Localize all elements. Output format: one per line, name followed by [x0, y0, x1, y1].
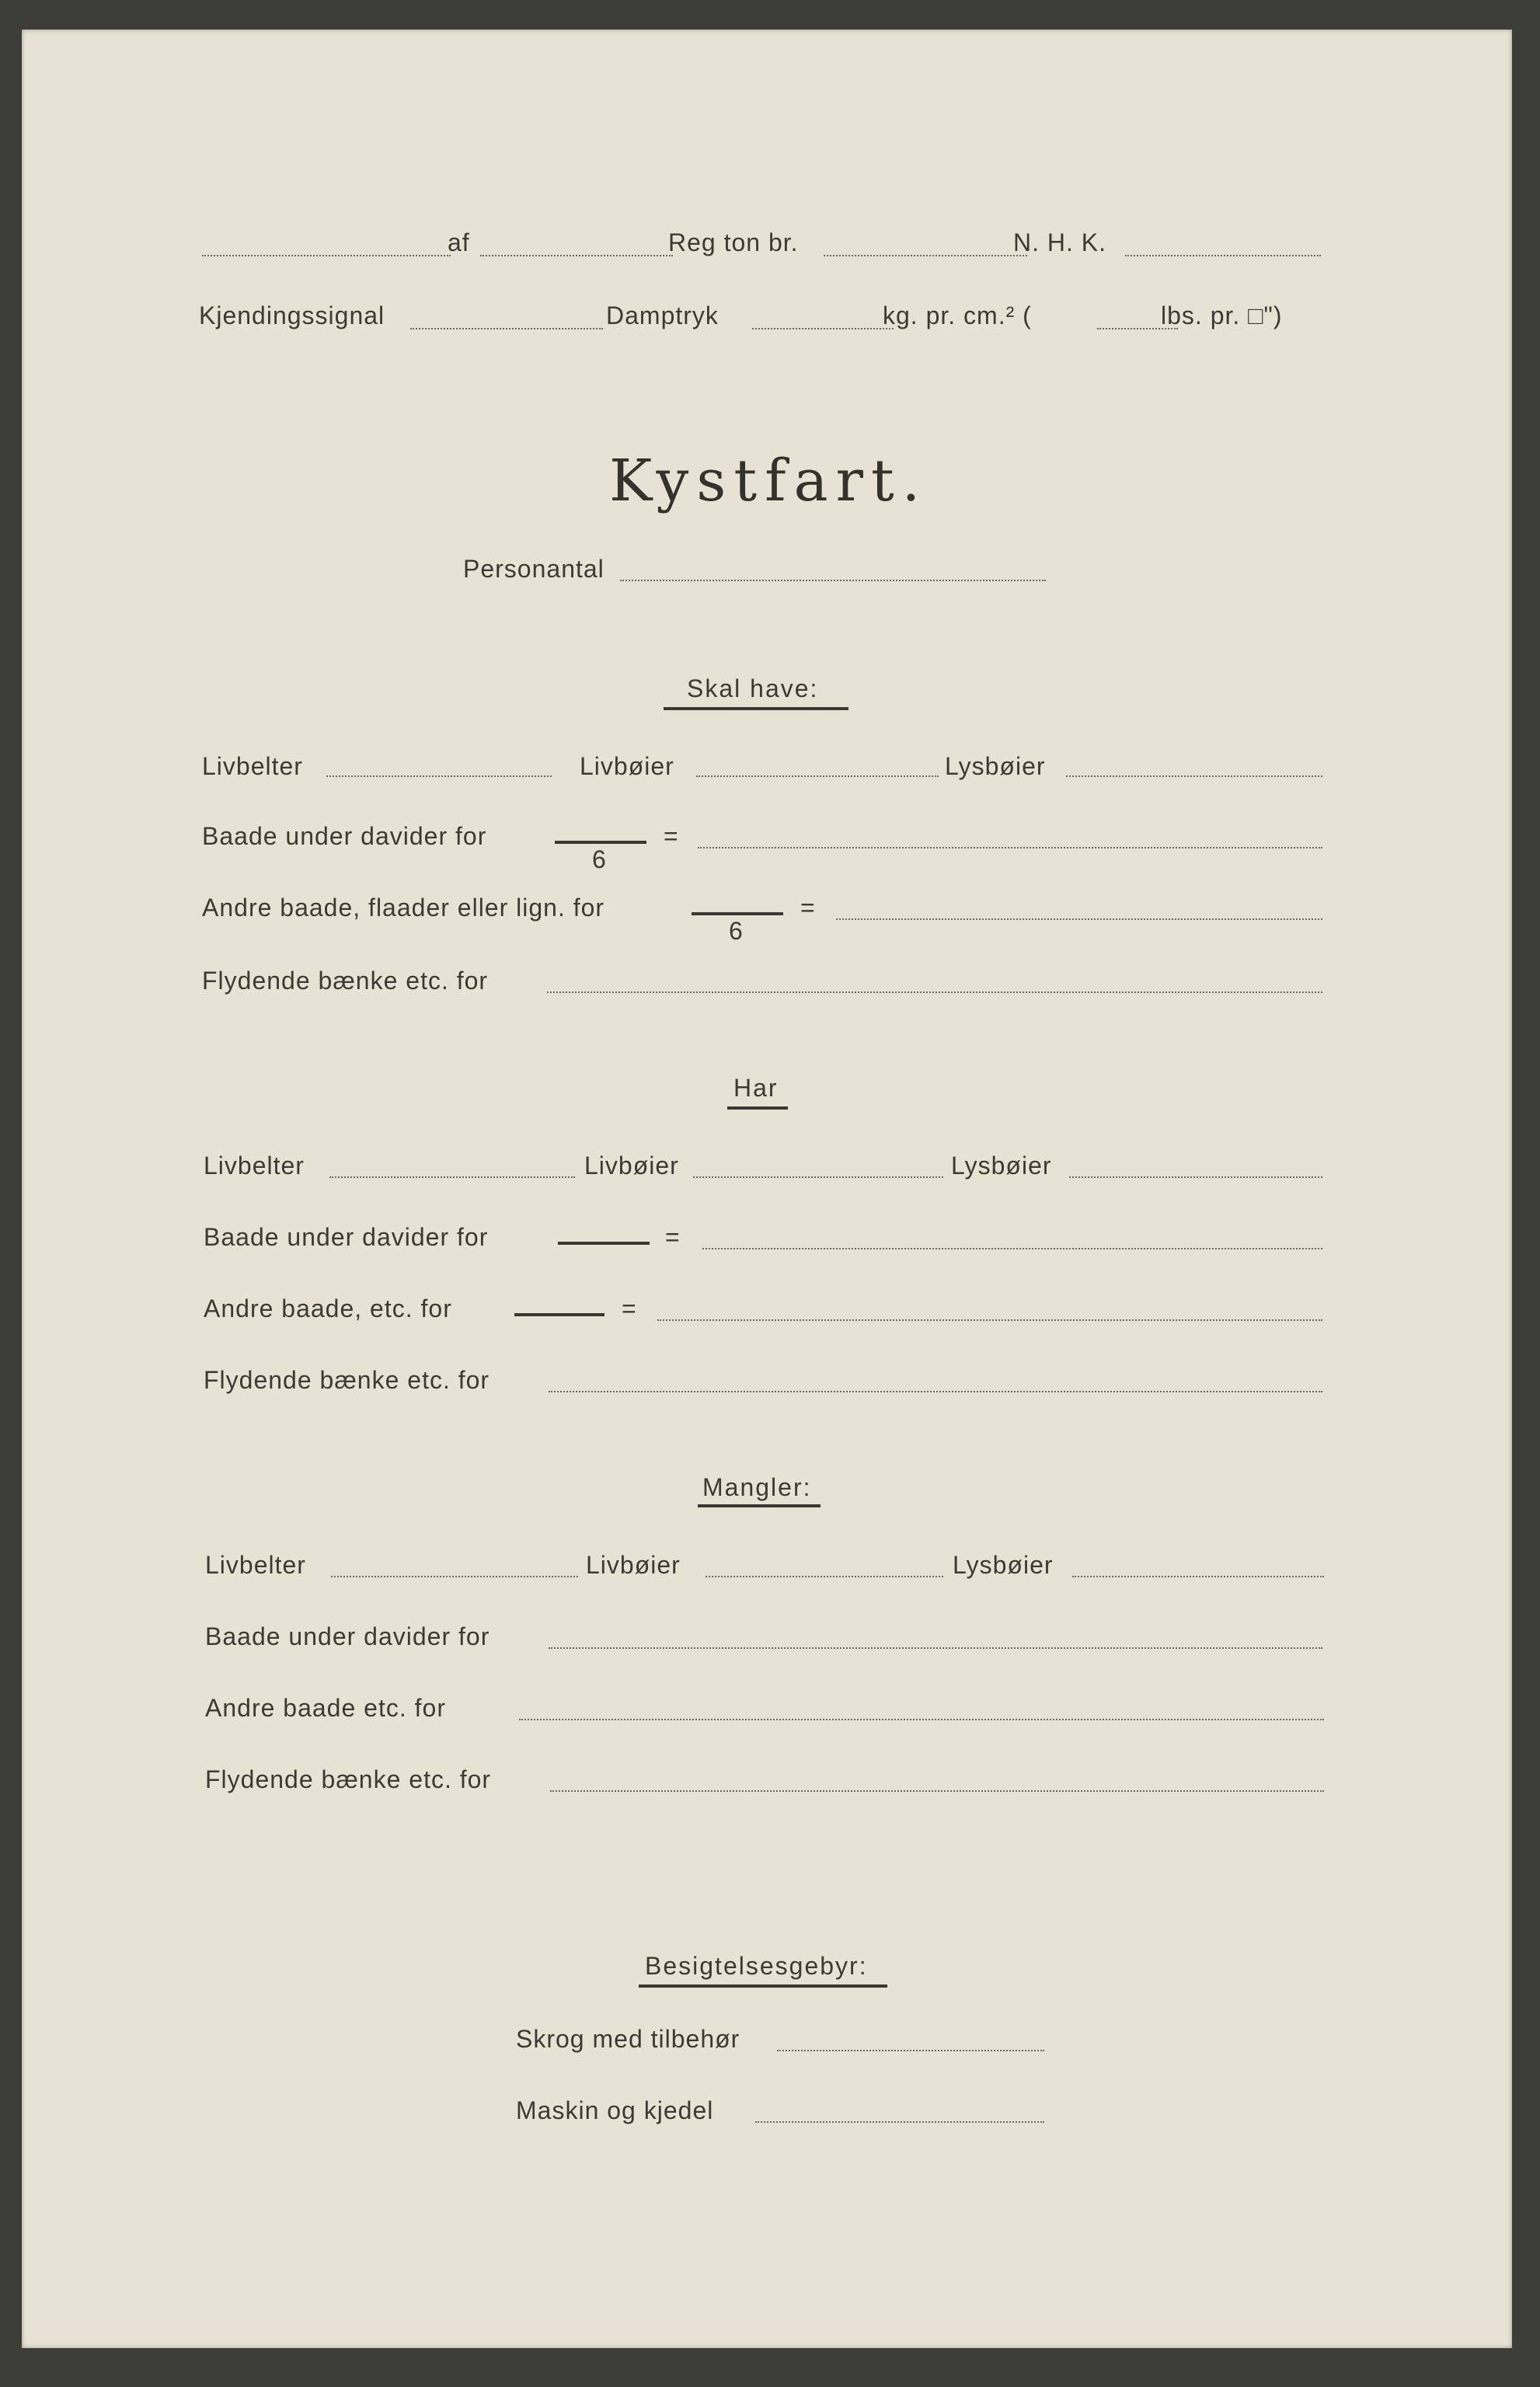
page-title: Kystfart. — [609, 448, 929, 514]
mangler-flydende-field[interactable] — [550, 1790, 1324, 1792]
mangler-lysboier-label: Lysbøier — [953, 1551, 1054, 1579]
skal-livbelter-field[interactable] — [326, 775, 552, 777]
skrog-label: Skrog med tilbehør — [516, 2025, 740, 2053]
skal-livbelter-label: Livbelter — [202, 752, 303, 780]
har-andre-equals: = — [622, 1295, 637, 1322]
mangler-livboier-field[interactable] — [706, 1576, 943, 1577]
mangler-livbelter-label: Livbelter — [205, 1551, 306, 1579]
besigtelse-underline — [639, 1985, 887, 1988]
besigtelse-heading: Besigtelsesgebyr: — [645, 1952, 868, 1980]
af-label: af — [448, 228, 470, 256]
har-lysboier-label: Lysbøier — [951, 1152, 1052, 1180]
maskin-field[interactable] — [755, 2121, 1044, 2123]
mangler-underline — [698, 1504, 821, 1507]
skal-flydende-field[interactable] — [547, 991, 1322, 993]
personantal-label: Personantal — [463, 555, 605, 583]
home-port-field[interactable] — [480, 255, 673, 256]
har-livboier-label: Livbøier — [584, 1152, 679, 1180]
har-baade-equals: = — [665, 1223, 681, 1251]
skal-andre-label: Andre baade, flaader eller lign. for — [202, 894, 605, 922]
kg-pr-cm-label: kg. pr. cm.² ( — [883, 301, 1032, 329]
skal-have-heading: Skal have: — [687, 674, 819, 702]
form-paper — [22, 30, 1512, 2348]
damptryk-field[interactable] — [752, 328, 894, 329]
kjendingssignal-field[interactable] — [410, 328, 603, 329]
mangler-andre-field[interactable] — [519, 1719, 1324, 1720]
har-livbelter-field[interactable] — [329, 1176, 575, 1178]
har-flydende-label: Flydende bænke etc. for — [204, 1366, 490, 1394]
mangler-flydende-label: Flydende bænke etc. for — [205, 1765, 492, 1793]
mangler-heading: Mangler: — [702, 1473, 812, 1501]
har-andre-field[interactable] — [657, 1319, 1322, 1321]
har-baade-label: Baade under davider for — [204, 1223, 489, 1251]
skal-andre-divisor: 6 — [729, 917, 744, 945]
mangler-baade-label: Baade under davider for — [205, 1622, 490, 1650]
mangler-livboier-label: Livbøier — [586, 1551, 681, 1579]
skal-lysboier-field[interactable] — [1066, 775, 1322, 777]
skal-baade-field[interactable] — [698, 847, 1322, 849]
har-lysboier-field[interactable] — [1069, 1176, 1322, 1178]
har-livboier-field[interactable] — [693, 1176, 943, 1178]
har-baade-field[interactable] — [702, 1248, 1322, 1249]
har-heading: Har — [733, 1074, 779, 1102]
skal-andre-field[interactable] — [836, 918, 1322, 920]
nhk-label: N. H. K. — [1013, 228, 1107, 256]
mangler-andre-label: Andre baade etc. for — [205, 1694, 446, 1722]
skal-baade-divisor: 6 — [592, 845, 607, 873]
maskin-label: Maskin og kjedel — [516, 2096, 714, 2124]
mangler-lysboier-field[interactable] — [1072, 1576, 1324, 1577]
har-underline — [727, 1106, 788, 1110]
har-andre-fraction-bar — [514, 1313, 605, 1316]
kjendingssignal-label: Kjendingssignal — [199, 301, 385, 329]
har-flydende-field[interactable] — [549, 1391, 1322, 1392]
skal-baade-label: Baade under davider for — [202, 822, 487, 850]
skal-have-underline — [664, 707, 848, 710]
reg-ton-field[interactable] — [824, 255, 1027, 256]
skal-baade-fraction-bar — [555, 841, 646, 844]
skal-andre-fraction-bar — [692, 912, 783, 915]
skal-livboier-label: Livbøier — [580, 752, 674, 780]
vessel-name-field[interactable] — [202, 255, 451, 256]
har-baade-fraction-bar — [558, 1242, 650, 1245]
mangler-baade-field[interactable] — [549, 1647, 1322, 1649]
har-livbelter-label: Livbelter — [204, 1152, 305, 1180]
har-andre-label: Andre baade, etc. for — [204, 1295, 452, 1322]
skal-flydende-label: Flydende bænke etc. for — [202, 967, 489, 995]
skal-lysboier-label: Lysbøier — [945, 752, 1046, 780]
skal-livboier-field[interactable] — [696, 775, 939, 777]
damptryk-label: Damptryk — [606, 301, 719, 329]
skrog-field[interactable] — [777, 2050, 1044, 2051]
personantal-field[interactable] — [620, 580, 1046, 581]
lbs-pr-label: lbs. pr. □") — [1161, 301, 1283, 329]
skal-baade-equals: = — [664, 822, 679, 850]
reg-ton-label: Reg ton br. — [668, 228, 799, 256]
mangler-livbelter-field[interactable] — [331, 1576, 578, 1577]
skal-andre-equals: = — [800, 894, 816, 922]
nhk-field[interactable] — [1125, 255, 1321, 256]
